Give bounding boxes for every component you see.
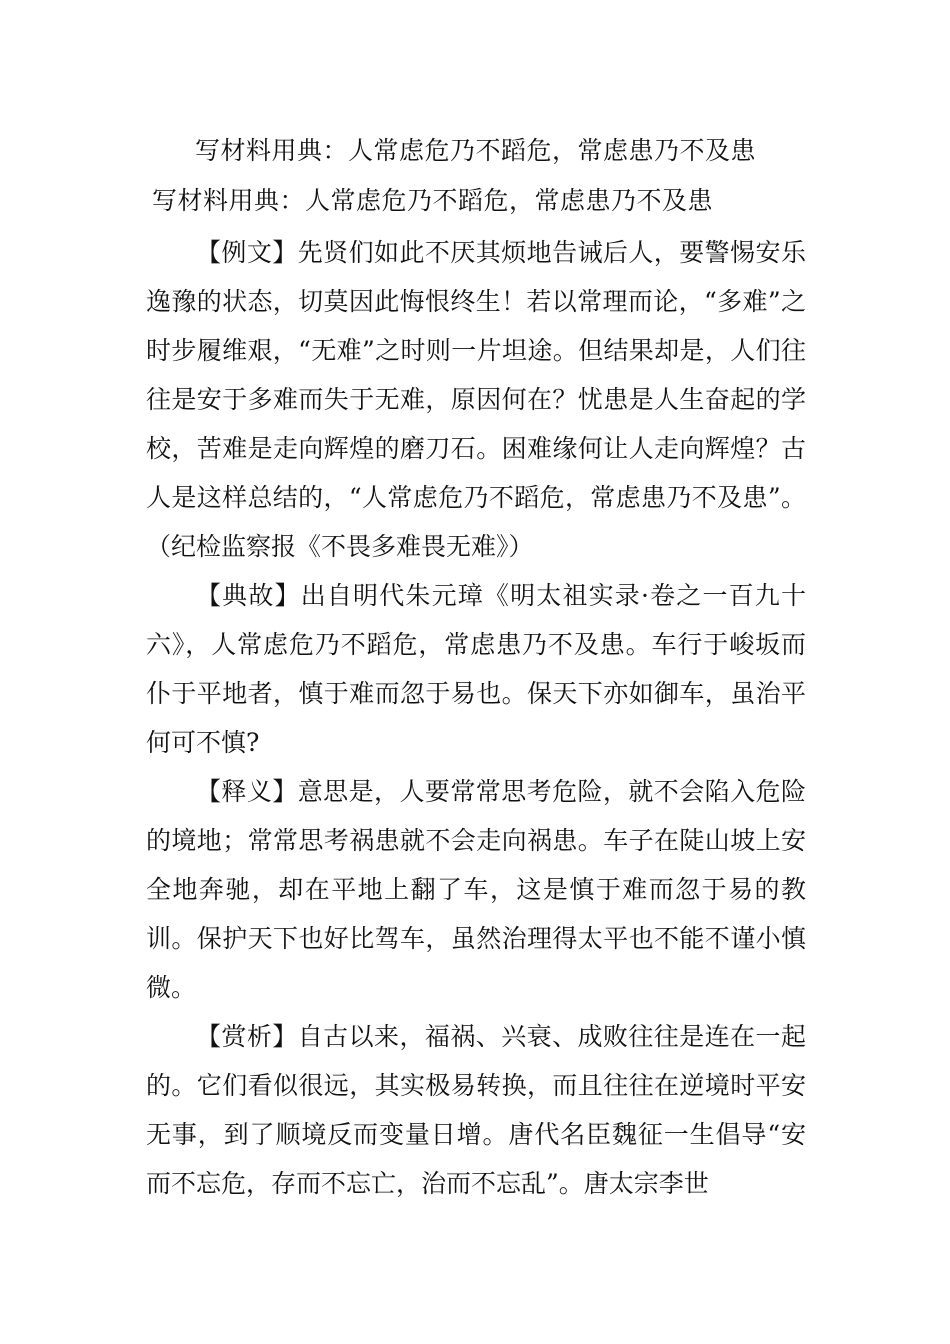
document-body [146,228,806,1208]
document-subtitle: 写材料用典：人常虑危乃不蹈危，常虑患乃不及患 [152,186,714,215]
paragraph-tag: 【例文】 [196,238,298,267]
paragraph-allusion [146,571,806,767]
paragraph-tag: 【赏析】 [196,1022,298,1051]
paragraph-text: 先贤们如此不厌其烦地告诫后人，要警惕安乐逸豫的状态，切莫因此悔恨终生！若以常理而论，“多难”之时步履维艰，“无难”之时则一片坦途。但结果却是，人们往往是安于多难而失于无难，原因何在？忧患是人生奋起的学校，苦难是走向辉煌的磨刀石。困难缘何让人走向辉煌？古人是这样总结的，“人常虑危乃不蹈危，常虑患乃不及患”。（纪检监察报《不畏多难畏无难》） [146,238,806,561]
paragraph-example [146,228,806,571]
paragraph-appreciation [146,1012,806,1208]
paragraph-text: 出自明代朱元璋《明太祖实录·卷之一百九十六》，人常虑危乃不蹈危，常虑患乃不及患。车行于峻坂而仆于平地者，慎于难而忽于易也。保天下亦如御车，虽治平何可不慎? [146,581,806,757]
paragraph-tag: 【典故】 [196,581,301,610]
paragraph-meaning [146,767,806,1012]
paragraph-text: 意思是，人要常常思考危险，就不会陷入危险的境地；常常思考祸患就不会走向祸患。车子在陡山坡上安全地奔驰，却在平地上翻了车，这是慎于难而忽于易的教训。保护天下也好比驾车，虽然治理得太平也不能不谨小慎微。 [146,777,806,1002]
paragraph-text: 自古以来，福祸、兴衰、成败往往是连在一起的。它们看似很远，其实极易转换，而且往往在逆境时平安无事，到了顺境反而变量日增。唐代名臣魏征一生倡导“安而不忘危，存而不忘亡，治而不忘乱”。唐太宗李世 [146,1022,806,1198]
paragraph-tag: 【释义】 [196,777,298,806]
document-title: 写材料用典：人常虑危乃不蹈危，常虑患乃不及患 [195,136,757,165]
